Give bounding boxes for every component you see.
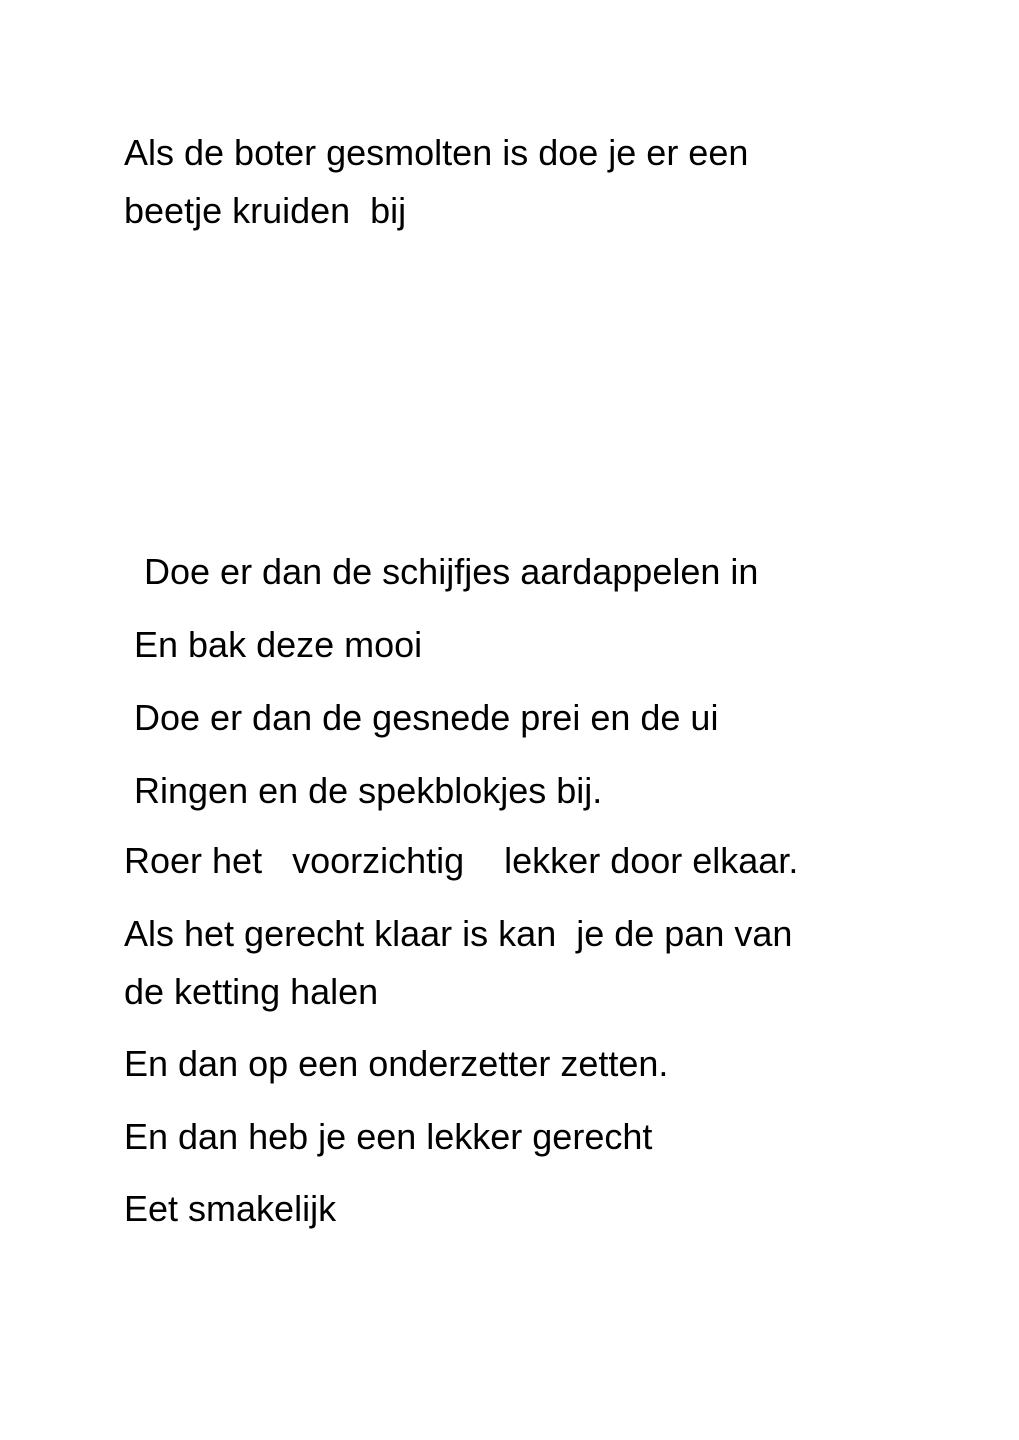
text-line-11: En dan heb je een lekker gerecht <box>124 1116 653 1157</box>
text-line-12: Eet smakelijk <box>124 1188 337 1229</box>
text-line-2: beetje kruiden bij <box>124 190 407 231</box>
text-line-5: Doe er dan de gesnede prei en de ui <box>124 697 719 738</box>
text-line-3: Doe er dan de schijfjes aardappelen in <box>124 551 759 592</box>
text-line-9: de ketting halen <box>124 971 379 1012</box>
text-line-4: En bak deze mooi <box>124 624 423 665</box>
text-line-8: Als het gerecht klaar is kan je de pan van <box>124 913 793 954</box>
text-line-7: Roer het voorzichtig lekker door elkaar. <box>124 840 799 881</box>
text-line-6: Ringen en de spekblokjes bij. <box>124 770 603 811</box>
text-line-1: Als de boter gesmolten is doe je er een <box>124 132 749 173</box>
text-line-10: En dan op een onderzetter zetten. <box>124 1043 669 1084</box>
